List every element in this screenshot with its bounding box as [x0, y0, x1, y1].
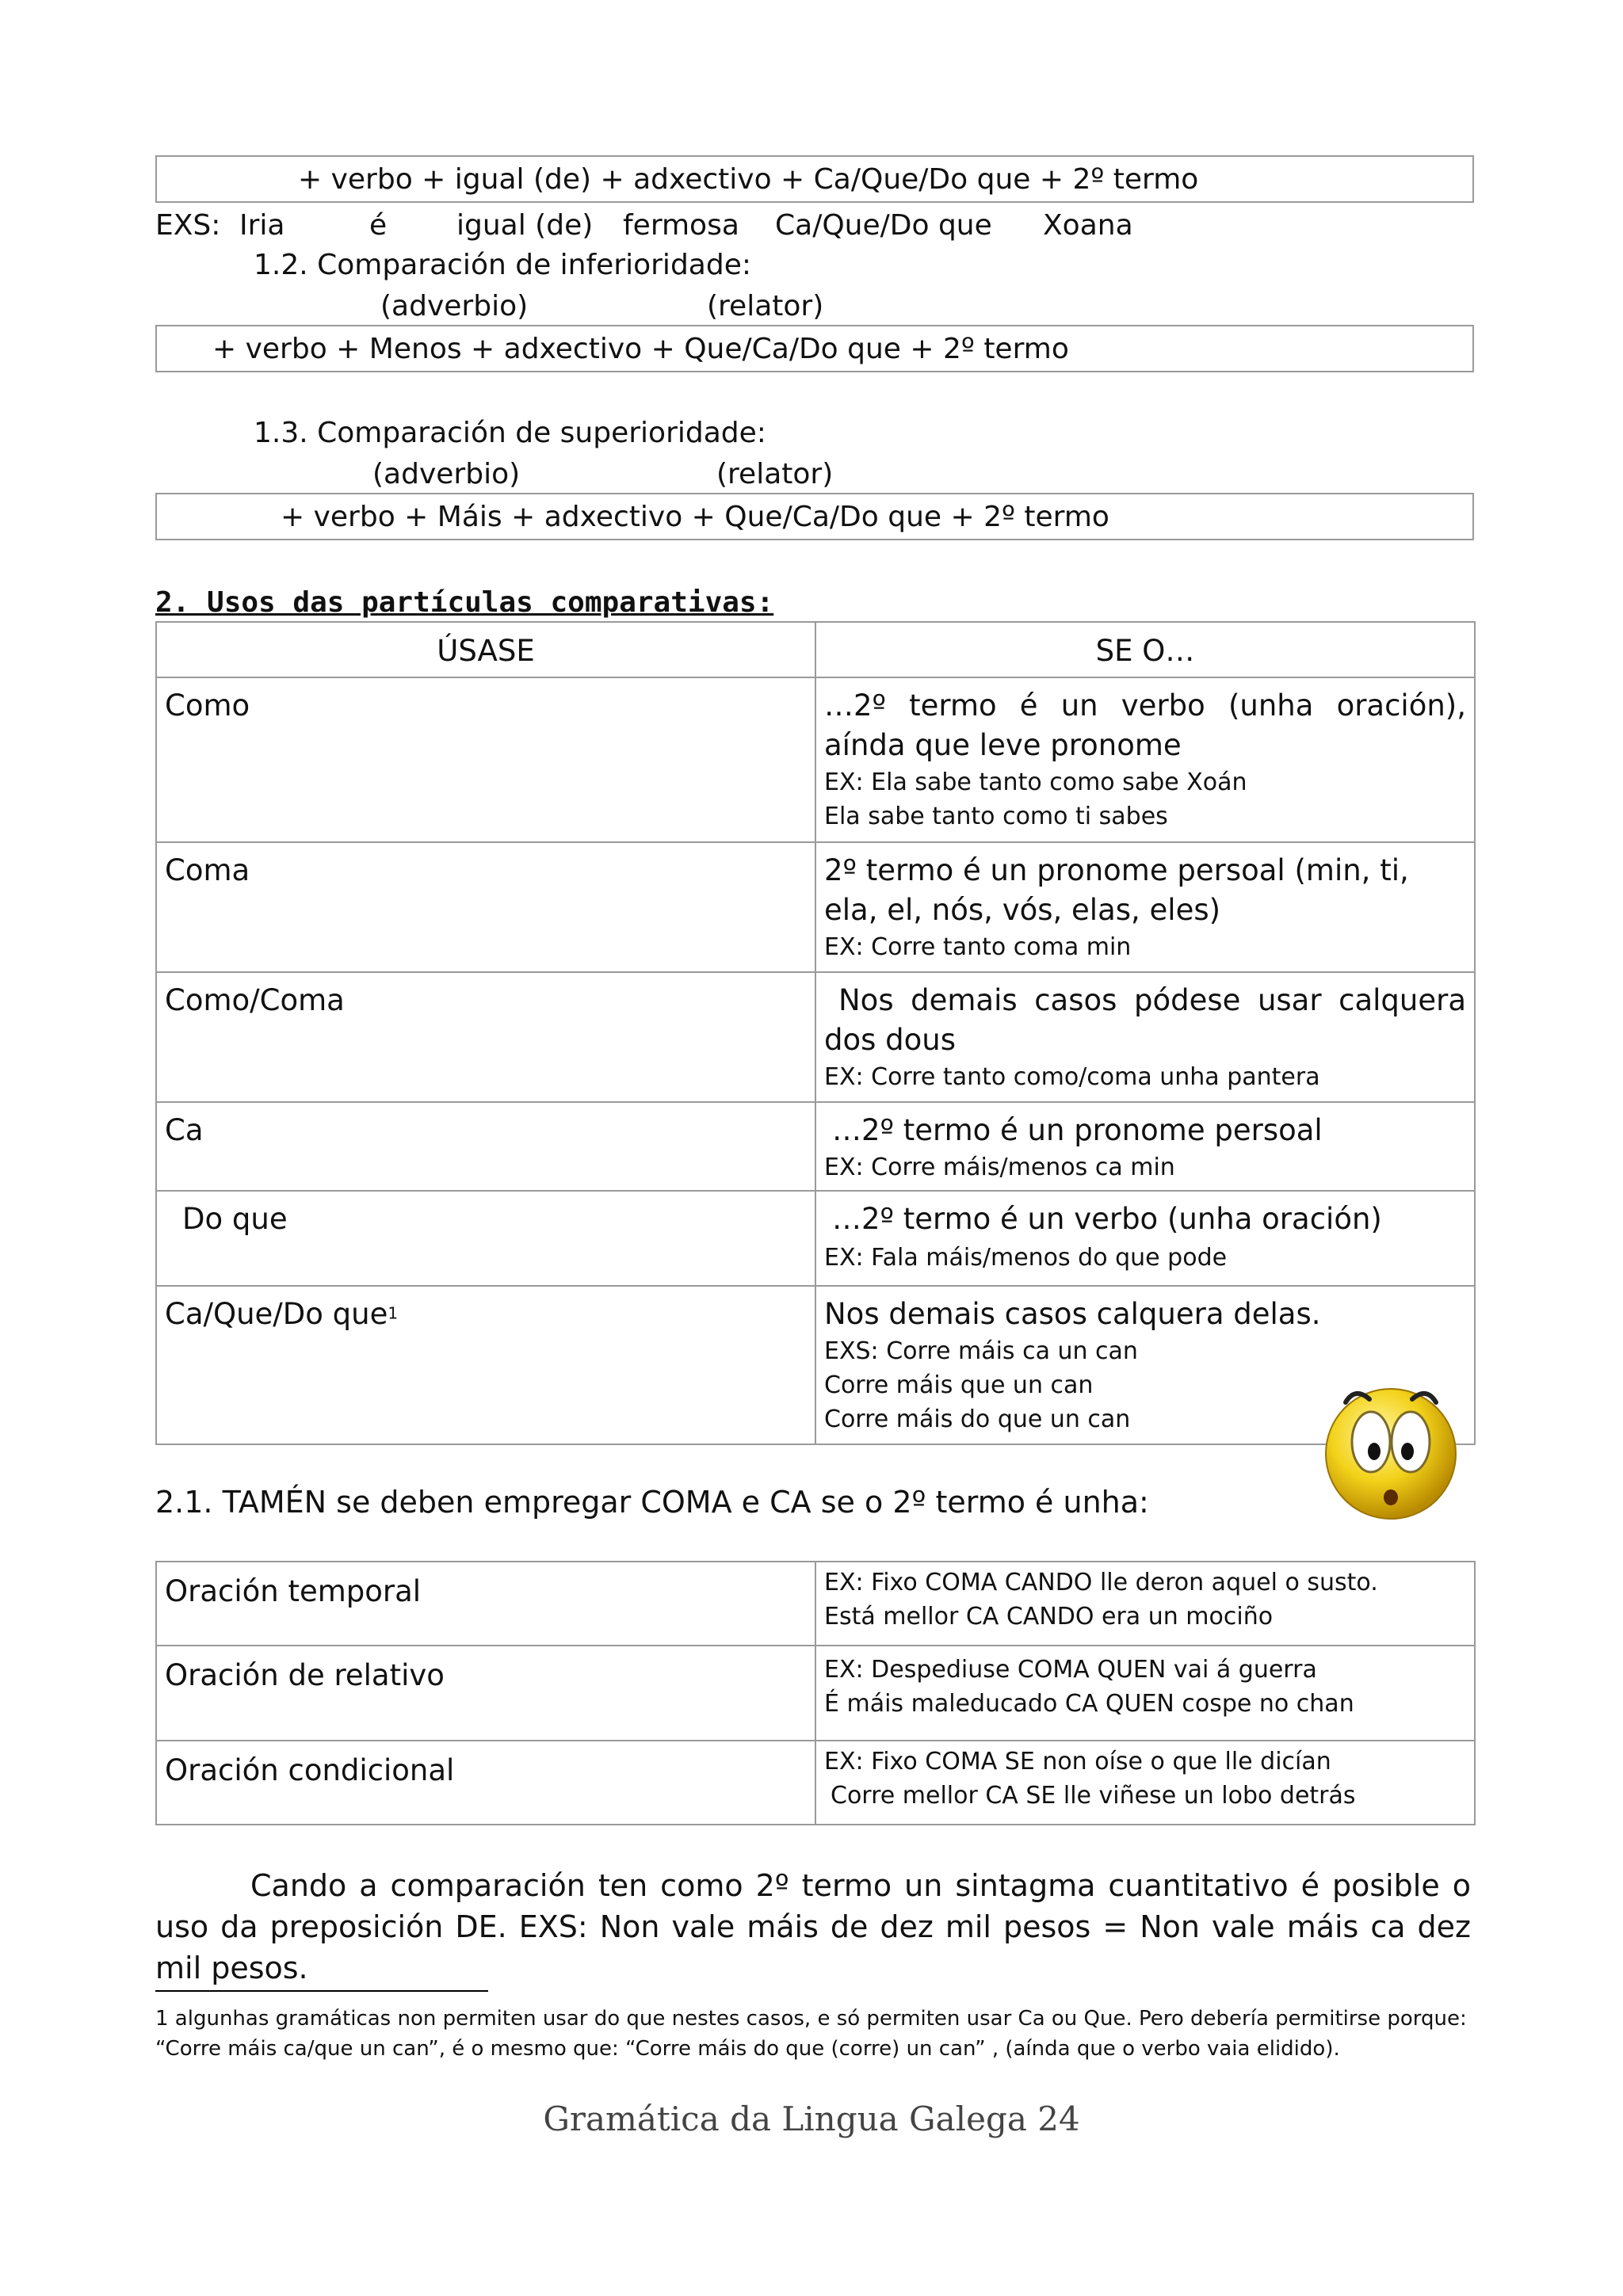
usage-name: Do que [182, 1202, 288, 1236]
example-line: EX: Corre tanto coma min [824, 933, 1132, 961]
example-line: EX: Ela sabe tanto como sabe Xoán [824, 769, 1247, 796]
example-word: igual (de) [456, 209, 594, 242]
condition-text: 2º termo é un pronome persoal (min, ti, ela, el, nós, vós, elas, eles) [824, 853, 1409, 927]
condition-text: Nos demais casos pódese usar calquera dos dous [824, 983, 1466, 1057]
example-line: EX: Fixo COMA CANDO lle deron aquel o susto. [824, 1569, 1378, 1596]
usage-name: Como/Coma [165, 983, 345, 1017]
clause-example-cell [815, 1741, 1475, 1825]
quantitative-paragraph: Cando a comparación ten como 2º termo un sintagma cuantitativo é posible o uso da preposición DE. EXS: Non vale máis de dez mil pesos = Non vale máis ca dez mil pesos. [155, 1868, 1471, 1985]
condition-text: …2º termo é un verbo (unha oración) [832, 1202, 1382, 1236]
example-line: Corre máis que un can [824, 1371, 1094, 1399]
formula-inferiority: + verbo + Menos + adxectivo + Que/Ca/Do que + 2º termo [212, 333, 1069, 365]
formula-box-superiority [155, 493, 1474, 540]
clause-type: Oración temporal [165, 1574, 422, 1608]
example-line: Ela sabe tanto como ti sabes [824, 803, 1168, 830]
example-word: Xoana [1043, 209, 1133, 242]
example-line: EX: Fala máis/menos do que pode [824, 1244, 1228, 1272]
usage-cell [156, 972, 815, 1102]
usage-name: Ca/Que/Do que [165, 1297, 388, 1331]
clause-type-cell [156, 1741, 815, 1825]
usage-cell [156, 677, 815, 842]
example-line: Corre mellor CA SE lle viñese un lobo detrás [831, 1782, 1356, 1810]
heading-superioridade: 1.3. Comparación de superioridade: [254, 417, 766, 449]
footnote-line-1: 1 algunhas gramáticas non permiten usar do que nestes casos, e só permiten usar Ca ou Que. Pero debería permitirse porque: [155, 2007, 1467, 2031]
clause-type-cell [156, 1562, 815, 1646]
formula-superiority: + verbo + Máis + adxectivo + Que/Ca/Do que + 2º termo [281, 501, 1109, 533]
example-line: EX: Corre máis/menos ca min [824, 1154, 1175, 1181]
footnote-separator [155, 1990, 488, 1992]
header-usase [156, 622, 815, 677]
surprised-face-icon [1308, 1363, 1474, 1521]
condition-cell [815, 842, 1475, 972]
example-line: É máis maleducado CA QUEN cospe no chan [824, 1690, 1354, 1718]
label-adverbio: (adverbio) [380, 290, 529, 322]
usage-cell [156, 1286, 815, 1444]
condition-cell [815, 1191, 1475, 1286]
condition-cell [815, 1102, 1475, 1191]
formula-box-inferiority [155, 325, 1474, 372]
header-usase-text: ÚSASE [437, 634, 535, 668]
usage-name: Ca [165, 1113, 204, 1147]
example-line: Corre máis do que un can [824, 1405, 1131, 1433]
condition-text: …2º termo é un verbo (unha oración), aínda que leve pronome [824, 688, 1466, 762]
example-word: é [369, 209, 388, 242]
example-line: Está mellor CA CANDO era un mociño [824, 1603, 1274, 1630]
example-line: EX: Fixo COMA SE non oíse o que lle dicían [824, 1748, 1331, 1775]
usage-cell [156, 1102, 815, 1191]
usage-table [155, 621, 1476, 1445]
condition-text: …2º termo é un pronome persoal [832, 1113, 1323, 1147]
usage-cell [156, 1191, 815, 1286]
example-word: Iria [239, 209, 285, 242]
label-relator: (relator) [707, 290, 824, 322]
usage-name: Coma [165, 853, 250, 887]
condition-text: Nos demais casos calquera delas. [824, 1297, 1321, 1331]
example-line: EXS: Corre máis ca un can [824, 1337, 1138, 1365]
example-line: EX: Corre tanto como/coma unha pantera [824, 1063, 1320, 1091]
clause-type-cell [156, 1646, 815, 1741]
formula-equality: + verbo + igual (de) + adxectivo + Ca/Que/Do que + 2º termo [298, 163, 1199, 196]
example-word: fermosa [623, 209, 739, 242]
clause-example-cell [815, 1646, 1475, 1741]
condition-cell [815, 972, 1475, 1102]
footnote-ref: 1 [388, 1303, 399, 1323]
example-prefix: EXS: [155, 209, 221, 242]
usage-name: Como [165, 688, 250, 723]
heading-inferioridade: 1.2. Comparación de inferioridade: [254, 249, 751, 281]
formula-box-equality [155, 155, 1474, 203]
header-se-o [815, 622, 1475, 677]
header-se-o-text: SE O… [1095, 634, 1195, 668]
usage-cell [156, 842, 815, 972]
label-relator: (relator) [716, 458, 834, 490]
example-word: Ca/Que/Do que [775, 209, 992, 242]
clause-example-cell [815, 1562, 1475, 1646]
page-footer: Gramática da Lingua Galega 24 [543, 2100, 1080, 2138]
condition-cell [815, 677, 1475, 842]
label-adverbio: (adverbio) [372, 458, 521, 490]
footnote-line-2: “Corre máis ca/que un can”, é o mesmo que: “Corre máis do que (corre) un can” , (aínda que o verbo vaia elidido). [155, 2037, 1340, 2061]
heading-usos: 2. Usos das partículas comparativas: [155, 586, 774, 619]
heading-tamen: 2.1. TAMÉN se deben empregar COMA e CA se o 2º termo é unha: [155, 1485, 1149, 1520]
clause-type: Oración de relativo [165, 1658, 445, 1692]
example-line: EX: Despediuse COMA QUEN vai á guerra [824, 1656, 1317, 1684]
clause-table [155, 1561, 1476, 1825]
clause-type: Oración condicional [165, 1753, 455, 1787]
